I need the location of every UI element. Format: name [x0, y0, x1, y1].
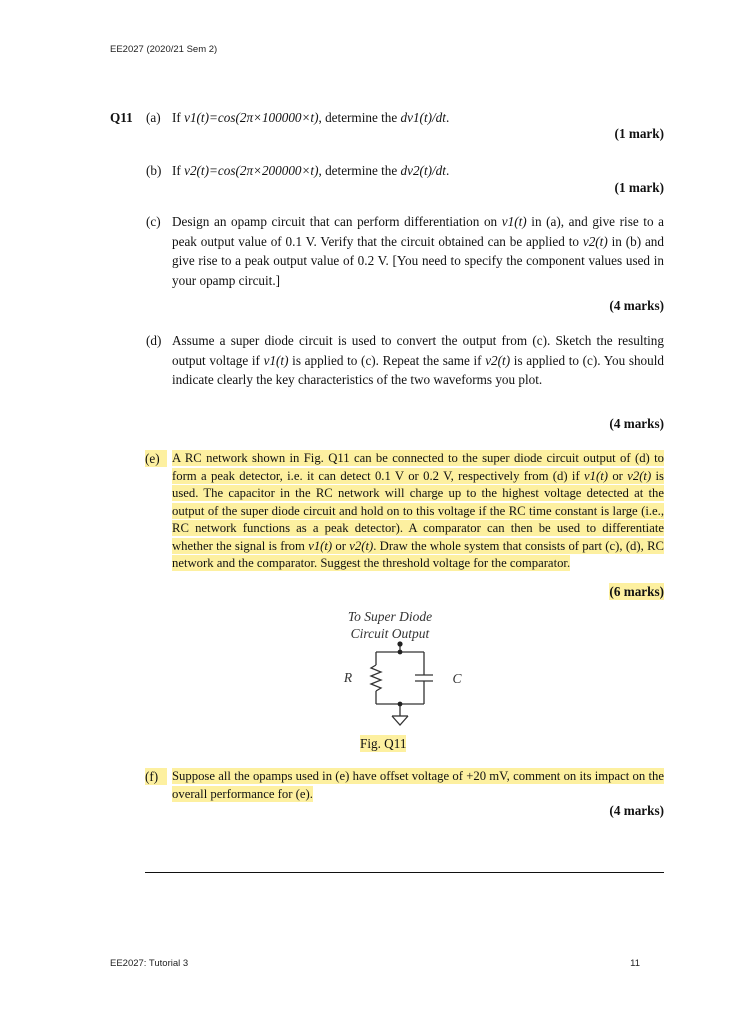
part-f-label: (f) — [145, 768, 167, 785]
bottom-junction-dot — [398, 702, 403, 707]
part-d-marks: (4 marks) — [609, 416, 664, 431]
part-b-deriv: dv2(t)/dt — [400, 163, 446, 178]
part-a-marks: (1 mark) — [614, 126, 664, 141]
resistor-icon — [371, 665, 381, 691]
part-a-label: (a) — [146, 110, 161, 125]
page-number: 11 — [630, 958, 640, 969]
top-terminal-dot — [397, 641, 402, 646]
part-a-expr: v1(t)=cos(2π×100000×t) — [184, 110, 319, 125]
question-number: Q11 — [110, 110, 133, 125]
part-a-text: If v1(t)=cos(2π×100000×t), determine the dv1(t)/dt. — [172, 110, 450, 125]
bottom-rule — [145, 872, 664, 873]
rc-circuit-diagram — [330, 640, 460, 740]
footer-left: EE2027: Tutorial 3 — [110, 958, 189, 969]
part-f-marks: (4 marks) — [609, 803, 664, 818]
part-b-text: If v2(t)=cos(2π×200000×t), determine the dv2(t)/dt. — [172, 163, 450, 178]
part-e-marks: (6 marks) — [609, 584, 664, 599]
part-f-text: Suppose all the opamps used in (e) have offset voltage of +20 mV, comment on its impact on the overall performance for (e). — [172, 769, 664, 801]
figure-caption: Fig. Q11 — [360, 736, 407, 751]
top-junction-dot — [398, 650, 403, 655]
part-c-text: Design an opamp circuit that can perform differentiation on v1(t) in (a), and give rise to a peak output value of 0.1 V. Verify that the circuit obtained can be applied to v2(t) in (b) and give rise to a peak output value of 0.2 V. [You need to specify the component values used in your opamp circuit.] — [172, 214, 664, 288]
part-c-marks: (4 marks) — [609, 298, 664, 313]
part-d-text: Assume a super diode circuit is used to convert the output from (c). Sketch the resulting output voltage if v1(t) is applied to (c). Repeat the same if v2(t) is applied to (c). You should indicate clearly the key characteristics of the two waveforms you plot. — [172, 333, 664, 388]
ground-icon — [392, 716, 408, 725]
part-d-label: (d) — [146, 333, 162, 348]
resistor-label: R — [343, 670, 353, 685]
part-b-label: (b) — [146, 163, 162, 178]
part-e-label: (e) — [145, 450, 167, 467]
part-c-label: (c) — [146, 214, 161, 229]
part-b-expr: v2(t)=cos(2π×200000×t) — [184, 163, 319, 178]
figure-label: To Super Diode Circuit Output — [347, 609, 433, 641]
part-b-marks: (1 mark) — [614, 180, 664, 195]
capacitor-label: C — [452, 671, 462, 686]
page-header: EE2027 (2020/21 Sem 2) — [110, 44, 218, 55]
part-e-text: A RC network shown in Fig. Q11 can be connected to the super diode circuit output of (d) to form a peak detector, i.e. it can detect 0.1 V or 0.2 V, respectively from (d) if v1(t) or v2(t) is used. The capacitor in the RC network will charge up to the highest voltage detected at the output of the super diode circuit and hold on to this voltage if the RC time constant is large (i.e., RC network functions as a peak detector). A comparator can then be used to differentiate whether the signal is from v1(t) or v2(t). Draw the whole system that consists of part (c), (d), RC network and the comparator. Suggest the threshold voltage for the comparator. — [172, 451, 665, 570]
part-a-deriv: dv1(t)/dt — [400, 110, 446, 125]
